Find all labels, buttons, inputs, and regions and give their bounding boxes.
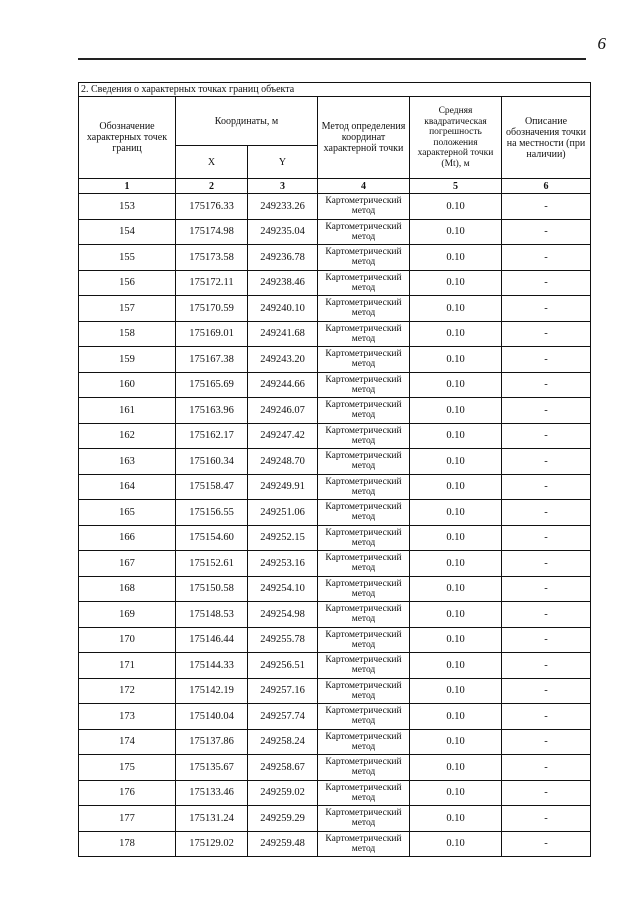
cell-point: 169: [79, 602, 176, 628]
cell-error: 0.10: [410, 321, 502, 347]
cell-x: 175140.04: [176, 704, 248, 730]
cell-error: 0.10: [410, 755, 502, 781]
cell-point: 158: [79, 321, 176, 347]
cell-x: 175172.11: [176, 270, 248, 296]
cell-error: 0.10: [410, 831, 502, 857]
cell-y: 249259.02: [248, 780, 318, 806]
cell-description: -: [502, 270, 591, 296]
cell-description: -: [502, 219, 591, 245]
table-row: [79, 806, 591, 832]
cell-description: -: [502, 704, 591, 730]
cell-x: 175146.44: [176, 627, 248, 653]
cell-point: 160: [79, 372, 176, 398]
cell-error: 0.10: [410, 780, 502, 806]
cell-point: 156: [79, 270, 176, 296]
cell-point: 175: [79, 755, 176, 781]
cell-y: 249258.24: [248, 729, 318, 755]
cell-description: -: [502, 500, 591, 526]
cell-point: 159: [79, 347, 176, 373]
cell-y: 249238.46: [248, 270, 318, 296]
cell-method: Картометрический метод: [318, 678, 410, 704]
cell-point: 167: [79, 551, 176, 577]
cell-y: 249259.29: [248, 806, 318, 832]
table-row: [79, 780, 591, 806]
cell-point: 168: [79, 576, 176, 602]
cell-error: 0.10: [410, 525, 502, 551]
cell-point: 157: [79, 296, 176, 322]
cell-point: 165: [79, 500, 176, 526]
cell-description: -: [502, 602, 591, 628]
cell-error: 0.10: [410, 500, 502, 526]
table-row: [79, 602, 591, 628]
cell-x: 175133.46: [176, 780, 248, 806]
cell-error: 0.10: [410, 602, 502, 628]
cell-description: -: [502, 627, 591, 653]
table-row: [79, 270, 591, 296]
cell-point: 178: [79, 831, 176, 857]
table-row: [79, 500, 591, 526]
cell-method: Картометрический метод: [318, 449, 410, 475]
cell-x: 175137.86: [176, 729, 248, 755]
table-row: [79, 704, 591, 730]
cell-y: 249240.10: [248, 296, 318, 322]
column-number: 6: [502, 179, 591, 194]
table-row: [79, 729, 591, 755]
cell-error: 0.10: [410, 576, 502, 602]
cell-description: -: [502, 245, 591, 271]
table-row: [79, 423, 591, 449]
section-title: 2. Сведения о характерных точках границ объекта: [79, 83, 591, 97]
cell-point: 154: [79, 219, 176, 245]
header-error: Средняя квадратическая погрешность положения характерной точки (Mt), м: [410, 97, 502, 179]
cell-x: 175173.58: [176, 245, 248, 271]
cell-description: -: [502, 831, 591, 857]
column-number: 5: [410, 179, 502, 194]
cell-error: 0.10: [410, 423, 502, 449]
column-number: 1: [79, 179, 176, 194]
cell-description: -: [502, 576, 591, 602]
header-coordinates: Координаты, м: [176, 97, 318, 146]
cell-x: 175160.34: [176, 449, 248, 475]
top-rule: [78, 58, 586, 60]
cell-error: 0.10: [410, 398, 502, 424]
cell-description: -: [502, 653, 591, 679]
header-method: Метод определения координат характерной точки: [318, 97, 410, 179]
cell-point: 170: [79, 627, 176, 653]
cell-y: 249258.67: [248, 755, 318, 781]
cell-y: 249247.42: [248, 423, 318, 449]
cell-x: 175131.24: [176, 806, 248, 832]
cell-y: 249259.48: [248, 831, 318, 857]
cell-y: 249249.91: [248, 474, 318, 500]
table-row: [79, 831, 591, 857]
cell-error: 0.10: [410, 449, 502, 475]
cell-y: 249256.51: [248, 653, 318, 679]
cell-method: Картометрический метод: [318, 602, 410, 628]
cell-x: 175135.67: [176, 755, 248, 781]
cell-x: 175142.19: [176, 678, 248, 704]
cell-x: 175170.59: [176, 296, 248, 322]
cell-error: 0.10: [410, 729, 502, 755]
header-point-designation: Обозначение характерных точек границ: [79, 97, 176, 179]
cell-x: 175148.53: [176, 602, 248, 628]
cell-description: -: [502, 321, 591, 347]
table-row: [79, 627, 591, 653]
table-body: [79, 194, 591, 857]
cell-description: -: [502, 296, 591, 322]
table-row: [79, 755, 591, 781]
table-row: [79, 372, 591, 398]
table-row: [79, 474, 591, 500]
cell-point: 155: [79, 245, 176, 271]
cell-y: 249254.98: [248, 602, 318, 628]
cell-x: 175144.33: [176, 653, 248, 679]
cell-y: 249257.16: [248, 678, 318, 704]
cell-method: Картометрический метод: [318, 270, 410, 296]
table-row: [79, 576, 591, 602]
cell-x: 175163.96: [176, 398, 248, 424]
cell-method: Картометрический метод: [318, 627, 410, 653]
cell-description: -: [502, 194, 591, 220]
cell-error: 0.10: [410, 347, 502, 373]
cell-point: 174: [79, 729, 176, 755]
cell-y: 249243.20: [248, 347, 318, 373]
cell-method: Картометрический метод: [318, 474, 410, 500]
table-row: [79, 219, 591, 245]
cell-method: Картометрический метод: [318, 576, 410, 602]
page-number: 6: [597, 34, 606, 53]
cell-x: 175165.69: [176, 372, 248, 398]
cell-y: 249248.70: [248, 449, 318, 475]
cell-x: 175169.01: [176, 321, 248, 347]
cell-x: 175162.17: [176, 423, 248, 449]
boundary-points-table: [78, 82, 591, 857]
cell-point: 161: [79, 398, 176, 424]
cell-method: Картометрический метод: [318, 755, 410, 781]
cell-description: -: [502, 806, 591, 832]
table-row: [79, 398, 591, 424]
cell-description: -: [502, 398, 591, 424]
cell-error: 0.10: [410, 372, 502, 398]
cell-y: 249235.04: [248, 219, 318, 245]
cell-method: Картометрический метод: [318, 245, 410, 271]
header-y: Y: [248, 146, 318, 179]
cell-x: 175174.98: [176, 219, 248, 245]
cell-error: 0.10: [410, 296, 502, 322]
cell-error: 0.10: [410, 194, 502, 220]
cell-y: 249251.06: [248, 500, 318, 526]
table-row: [79, 321, 591, 347]
cell-method: Картометрический метод: [318, 653, 410, 679]
cell-method: Картометрический метод: [318, 704, 410, 730]
cell-point: 162: [79, 423, 176, 449]
cell-method: Картометрический метод: [318, 806, 410, 832]
cell-method: Картометрический метод: [318, 347, 410, 373]
table-row: [79, 245, 591, 271]
table-row: [79, 296, 591, 322]
cell-description: -: [502, 678, 591, 704]
cell-x: 175167.38: [176, 347, 248, 373]
cell-description: -: [502, 474, 591, 500]
cell-y: 249236.78: [248, 245, 318, 271]
cell-method: Картометрический метод: [318, 219, 410, 245]
cell-method: Картометрический метод: [318, 194, 410, 220]
cell-method: Картометрический метод: [318, 551, 410, 577]
cell-method: Картометрический метод: [318, 423, 410, 449]
cell-description: -: [502, 525, 591, 551]
cell-description: -: [502, 423, 591, 449]
cell-method: Картометрический метод: [318, 321, 410, 347]
table-row: [79, 194, 591, 220]
cell-description: -: [502, 449, 591, 475]
cell-description: -: [502, 551, 591, 577]
cell-point: 164: [79, 474, 176, 500]
cell-error: 0.10: [410, 678, 502, 704]
cell-y: 249254.10: [248, 576, 318, 602]
cell-description: -: [502, 347, 591, 373]
cell-description: -: [502, 372, 591, 398]
cell-x: 175176.33: [176, 194, 248, 220]
cell-method: Картометрический метод: [318, 525, 410, 551]
cell-method: Картометрический метод: [318, 398, 410, 424]
header-x: X: [176, 146, 248, 179]
column-number: 3: [248, 179, 318, 194]
table-row: [79, 678, 591, 704]
cell-error: 0.10: [410, 270, 502, 296]
cell-x: 175156.55: [176, 500, 248, 526]
cell-y: 249257.74: [248, 704, 318, 730]
table-row: [79, 653, 591, 679]
cell-x: 175152.61: [176, 551, 248, 577]
cell-point: 176: [79, 780, 176, 806]
cell-x: 175158.47: [176, 474, 248, 500]
cell-error: 0.10: [410, 474, 502, 500]
cell-y: 249252.15: [248, 525, 318, 551]
column-number-row: [79, 179, 591, 194]
cell-error: 0.10: [410, 245, 502, 271]
cell-error: 0.10: [410, 653, 502, 679]
cell-point: 172: [79, 678, 176, 704]
cell-method: Картометрический метод: [318, 372, 410, 398]
cell-method: Картометрический метод: [318, 729, 410, 755]
header-description: Описание обозначения точки на местности (при наличии): [502, 97, 591, 179]
cell-method: Картометрический метод: [318, 296, 410, 322]
cell-y: 249253.16: [248, 551, 318, 577]
cell-method: Картометрический метод: [318, 780, 410, 806]
cell-description: -: [502, 780, 591, 806]
cell-error: 0.10: [410, 551, 502, 577]
cell-error: 0.10: [410, 704, 502, 730]
cell-point: 163: [79, 449, 176, 475]
cell-point: 177: [79, 806, 176, 832]
cell-y: 249255.78: [248, 627, 318, 653]
cell-error: 0.10: [410, 627, 502, 653]
cell-method: Картометрический метод: [318, 500, 410, 526]
table-row: [79, 525, 591, 551]
cell-y: 249244.66: [248, 372, 318, 398]
cell-description: -: [502, 755, 591, 781]
cell-error: 0.10: [410, 219, 502, 245]
column-number: 2: [176, 179, 248, 194]
cell-y: 249246.07: [248, 398, 318, 424]
table-row: [79, 347, 591, 373]
cell-point: 153: [79, 194, 176, 220]
cell-point: 171: [79, 653, 176, 679]
table-row: [79, 551, 591, 577]
cell-x: 175154.60: [176, 525, 248, 551]
cell-point: 173: [79, 704, 176, 730]
cell-y: 249241.68: [248, 321, 318, 347]
cell-x: 175129.02: [176, 831, 248, 857]
cell-y: 249233.26: [248, 194, 318, 220]
cell-x: 175150.58: [176, 576, 248, 602]
table-row: [79, 449, 591, 475]
cell-method: Картометрический метод: [318, 831, 410, 857]
column-number: 4: [318, 179, 410, 194]
cell-error: 0.10: [410, 806, 502, 832]
cell-description: -: [502, 729, 591, 755]
cell-point: 166: [79, 525, 176, 551]
